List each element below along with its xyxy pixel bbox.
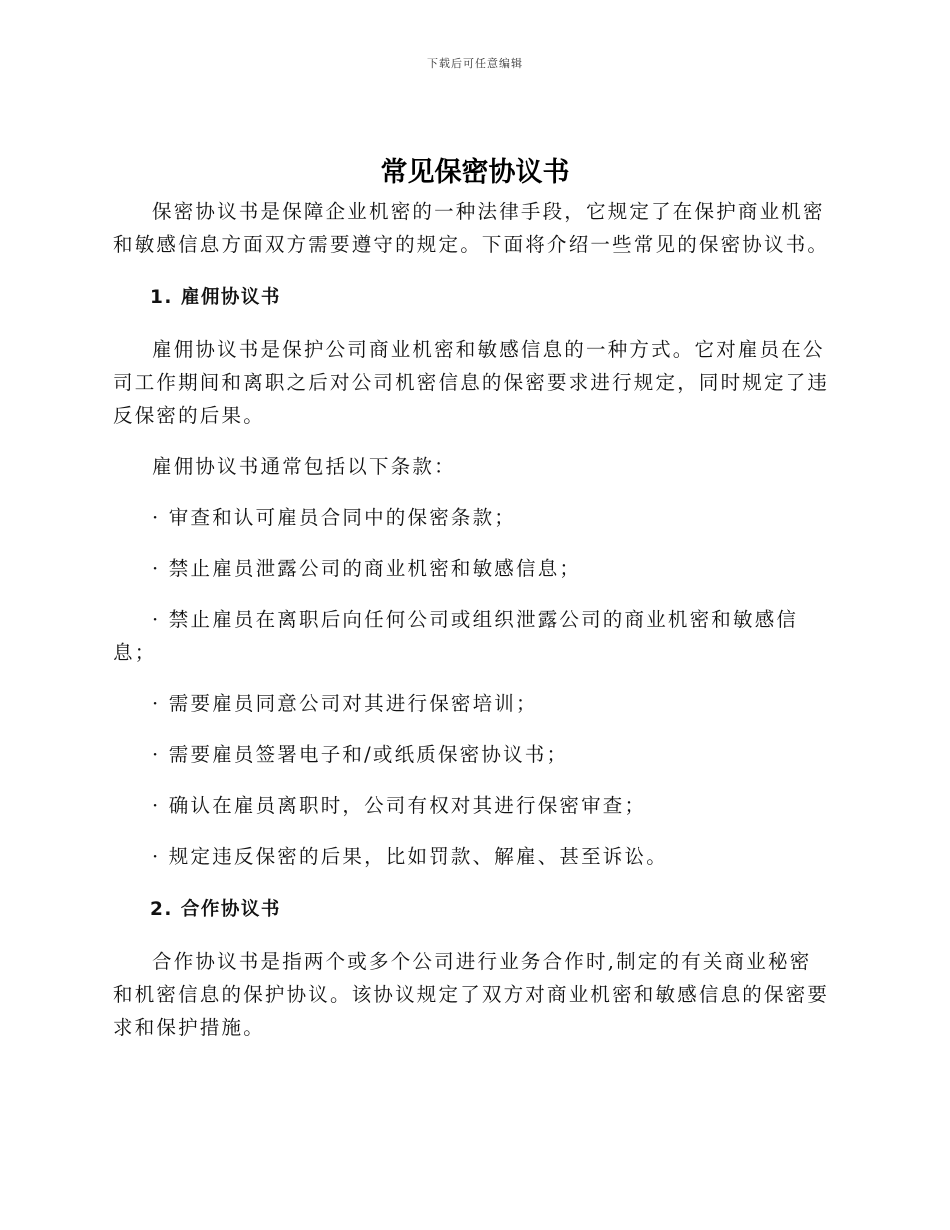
document-title: 常见保密协议书 bbox=[380, 157, 570, 188]
intro-paragraph: 保密协议书是保障企业机密的一种法律手段，它规定了在保护商业机密和敏感信息方面双方需要遵守的规定。下面将介绍一些常见的保密协议书。 bbox=[113, 200, 830, 256]
clause-item: · 审查和认可雇员合同中的保密条款； bbox=[152, 506, 516, 529]
section-1-paragraph: 雇佣协议书是保护公司商业机密和敏感信息的一种方式。它对雇员在公司工作期间和离职之后对公司机密信息的保密要求进行规定，同时规定了违反保密的后果。 bbox=[113, 338, 830, 427]
section-1-heading: 1. 雇佣协议书 bbox=[150, 287, 281, 308]
document-body bbox=[113, 195, 833, 1044]
section-2-paragraph: 合作协议书是指两个或多个公司进行业务合作时,制定的有关商业秘密和机密信息的保护协议。该协议规定了双方对商业机密和敏感信息的保密要求和保护措施。 bbox=[113, 950, 830, 1039]
page-header: 下载后可任意编辑 bbox=[427, 57, 523, 70]
clause-item: · 规定违反保密的后果，比如罚款、解雇、甚至诉讼。 bbox=[152, 845, 668, 868]
clause-item: · 确认在雇员离职时，公司有权对其进行保密审查； bbox=[152, 794, 647, 817]
clause-item: · 禁止雇员泄露公司的商业机密和敏感信息； bbox=[152, 557, 582, 580]
clause-item: · 需要雇员同意公司对其进行保密培训； bbox=[152, 692, 538, 715]
section-2-heading: 2. 合作协议书 bbox=[150, 899, 281, 920]
clause-item: · 需要雇员签署电子和/或纸质保密协议书； bbox=[152, 743, 569, 766]
clause-item: · 禁止雇员在离职后向任何公司或组织泄露公司的商业机密和敏感信息； bbox=[113, 608, 799, 664]
section-1-clauses-intro: 雇佣协议书通常包括以下条款： bbox=[152, 455, 456, 478]
